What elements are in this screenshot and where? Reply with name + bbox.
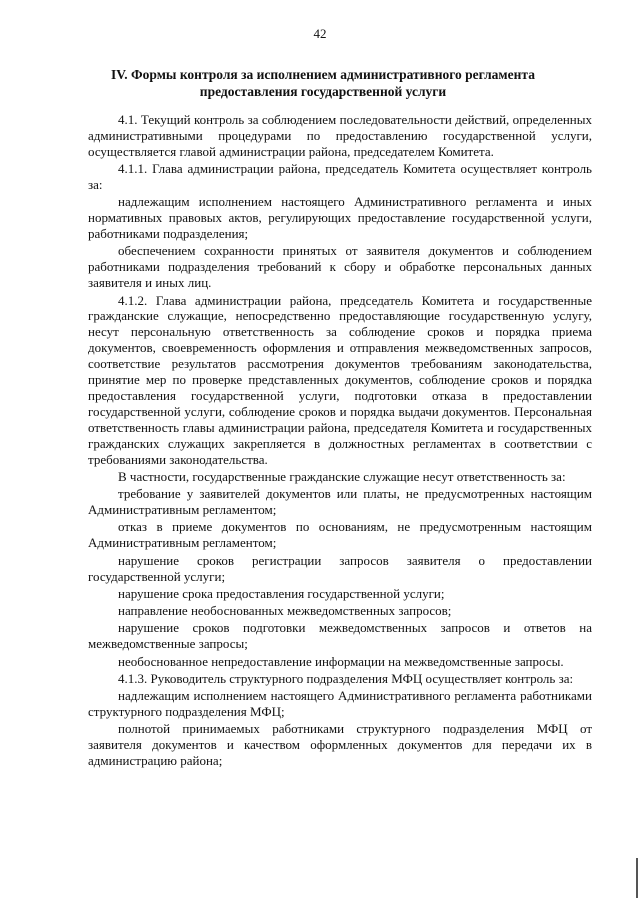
paragraph: нарушение сроков регистрации запросов заявителя о предоставлении государственной услуги; (88, 552, 592, 584)
paragraph: 4.1. Текущий контроль за соблюдением последовательности действий, определенных административными процедурами по предоставлению государственной услуги, осуществляется главой администрации района, председателем Комитета. (88, 112, 592, 159)
section-heading-line-2: предоставления государственной услуги (199, 84, 447, 99)
paragraph: направление необоснованных межведомственных запросов; (118, 603, 452, 619)
page-number: 42 (313, 26, 327, 41)
document-body (88, 112, 592, 771)
section-heading (88, 66, 558, 100)
paragraph: полнотой принимаемых работниками структурного подразделения МФЦ от заявителя документов и качеством оформленных документов для передачи их в администрацию района; (88, 721, 592, 769)
scan-edge-mark (636, 858, 638, 898)
paragraph: 4.1.2. Глава администрации района, председатель Комитета и государственные гражданские служащие, непосредственно предоставляющие государственную услугу, несут персональную ответственность за соблюдение сроков и порядка приема документов, своевременность оформления и отправления межведомственных запросов, соответствие результатов рассмотрения документов требованиям законодательства, принятие мер по проверке представленных документов, соблюдение сроков и порядка предоставления государственной услуги, подготовки отказа в предоставлении государственной услуги, соблюдение сроков и порядка выдачи документов. Персональная ответственность главы администрации района, председателя Комитета и государственных гражданских служащих закрепляется в должностных регламентах в соответствии с требованиями законодательства. (88, 292, 592, 467)
paragraph: отказ в приеме документов по основаниям, не предусмотренным настоящим Административным регламентом; (88, 519, 592, 551)
paragraph: необоснованное непредоставление информации на межведомственные запросы. (118, 653, 564, 669)
paragraph: 4.1.1. Глава администрации района, председатель Комитета осуществляет контроль за: (88, 161, 592, 193)
paragraph: надлежащим исполнением настоящего Административного регламента работниками структурного подразделения МФЦ; (88, 688, 592, 720)
paragraph: обеспечением сохранности принятых от заявителя документов и соблюдением работниками подразделения требований к сбору и обработке персональных данных заявителя и иных лиц. (88, 243, 592, 291)
paragraph: нарушение сроков подготовки межведомственных запросов и ответов на межведомственные запросы; (88, 620, 592, 652)
paragraph: 4.1.3. Руководитель структурного подразделения МФЦ осуществляет контроль за: (118, 670, 574, 686)
paragraph: требование у заявителей документов или платы, не предусмотренных настоящим Административным регламентом; (88, 486, 592, 518)
paragraph: надлежащим исполнением настоящего Административного регламента и иных нормативных правовых актов, регулирующих предоставление государственной услуги, работниками подразделения; (88, 194, 592, 242)
paragraph: нарушение срока предоставления государственной услуги; (118, 585, 445, 601)
paragraph: В частности, государственные гражданские служащие несут ответственность за: (118, 468, 566, 484)
section-heading-line-1: IV. Формы контроля за исполнением административного регламента (111, 67, 535, 82)
